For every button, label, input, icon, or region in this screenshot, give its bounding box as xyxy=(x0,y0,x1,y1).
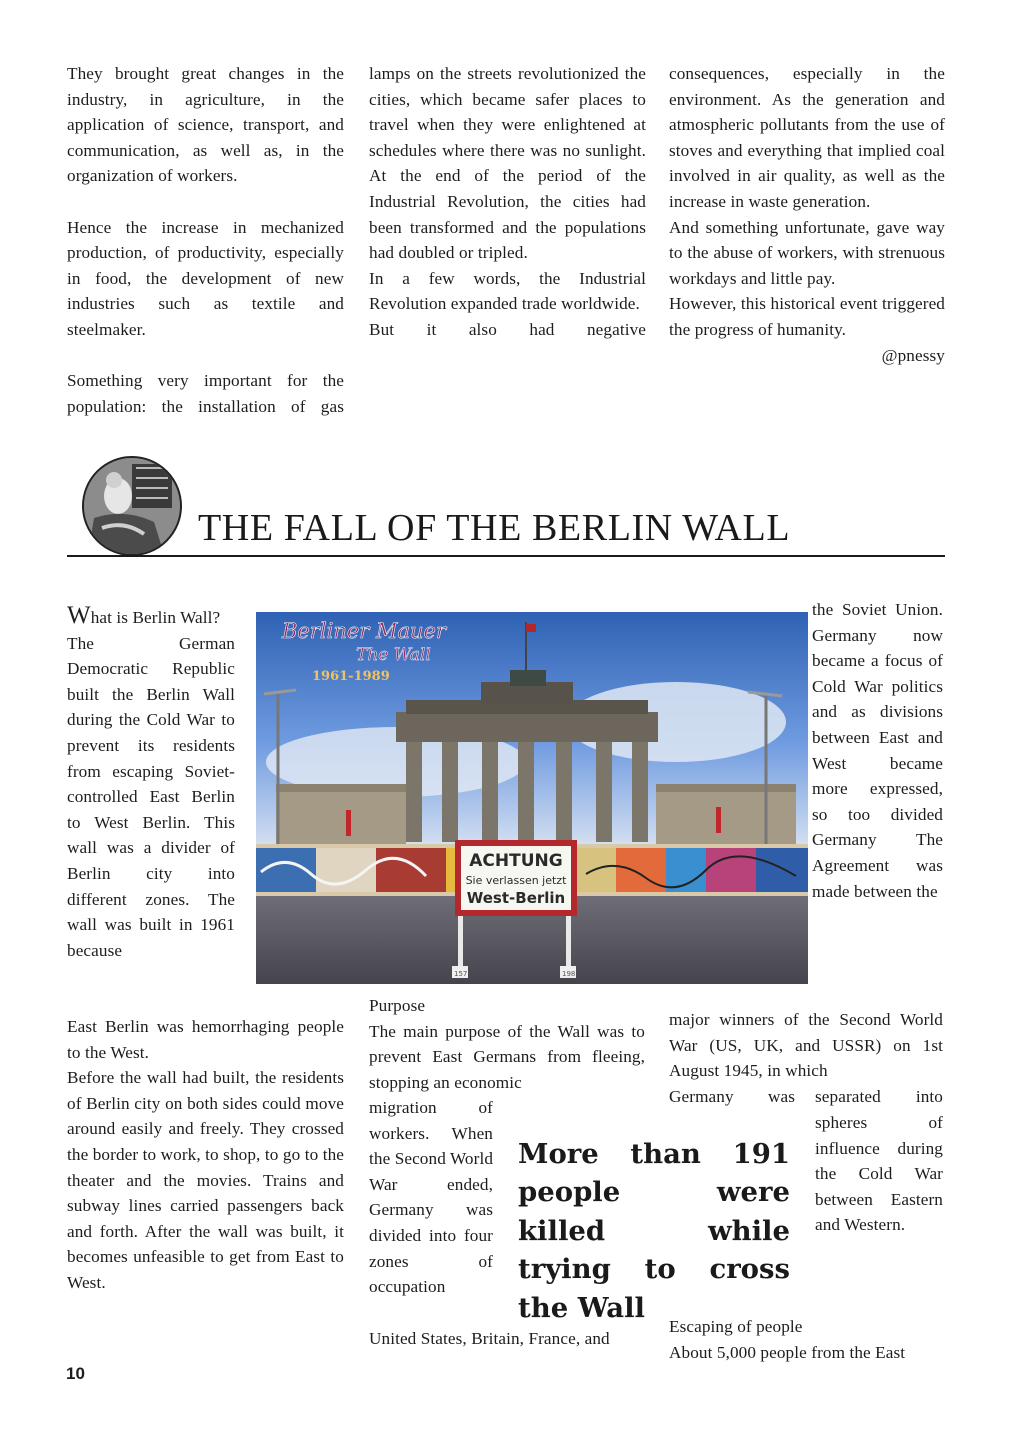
article-middle-top xyxy=(369,993,645,1095)
paragraph: In a few words, the Industrial Revolution expanded trade worldwide. xyxy=(369,268,646,314)
paragraph: lamps on the streets revolutionized the cities, which became safer places to travel when they were enlightened at schedules where there was no sunlight. At the end of the period of the Industrial Revolution, the cities had been transformed and the populations had doubled or tripled. xyxy=(369,64,646,263)
sign-achtung: ACHTUNG xyxy=(469,851,563,871)
photo-years: 1961-1989 xyxy=(312,669,390,684)
article-left-wide xyxy=(67,1014,344,1296)
paragraph: Before the wall had built, the residents of Berlin city on both sides could move around easily and freely. They crossed the border to work, to shop, to go to the theater and the movies. Trains and subway lines carried passengers back and forth. After the wall was built, it becomes unfeasible to get from East to West. xyxy=(67,1068,344,1292)
paragraph: migration of workers. When the Second World War ended, Germany was divided into four zones of occupation xyxy=(369,1098,494,1297)
article-middle-narrow xyxy=(369,1095,493,1300)
post-label: 157 xyxy=(454,970,468,978)
article-right-wide xyxy=(669,1007,943,1084)
title-rule xyxy=(67,555,945,557)
article-right-narrow-2 xyxy=(815,1110,943,1238)
brandenburg-gate-photo xyxy=(256,612,808,984)
paragraph: the Soviet Union. Germany now became a focus of Cold War politics and as divisions between East and West became more expressed, so too divided Germany The Agreement was made between the xyxy=(812,600,943,901)
article-right-bottom xyxy=(669,1314,945,1365)
article-title: THE FALL OF THE BERLIN WALL xyxy=(198,507,791,549)
paragraph: The main purpose of the Wall was to prevent East Germans from fleeing, stopping an economic xyxy=(369,1021,645,1092)
top-column-3 xyxy=(669,61,945,368)
split-text-right: separated into xyxy=(815,1087,943,1106)
pull-quote: More than 191 people were killed while trying to cross the Wall xyxy=(518,1138,790,1324)
photo-title: Berliner Mauer xyxy=(282,619,447,643)
paragraph: The German Democratic Republic built the Berlin Wall during the Cold War to prevent its residents from escaping Soviet-controlled East Berlin to West Berlin. This wall was a divider of Berlin city into different zones. The wall was built in 1961 because xyxy=(67,633,235,960)
paragraph: And something unfortunate, gave way to the abuse of workers, with strenuous workdays and little pay. xyxy=(669,217,945,288)
section-heading-escaping: Escaping of people xyxy=(669,1317,803,1336)
paragraph: They brought great changes in the industry, in agriculture, in the application of science, transport, and communication, as well as, in the organization of workers. xyxy=(67,64,344,186)
post-label: 198 xyxy=(562,970,576,978)
page-number: 10 xyxy=(66,1364,85,1383)
section-heading-purpose: Purpose xyxy=(369,996,426,1015)
article-left-narrow xyxy=(67,603,235,963)
photo-subtitle: The Wall xyxy=(356,645,431,665)
article-middle-bottom xyxy=(369,1326,645,1352)
article-badge-photo xyxy=(82,456,182,556)
sign-line-3: West-Berlin xyxy=(466,889,566,907)
paragraph: United States, Britain, France, and xyxy=(369,1329,610,1348)
paragraph: East Berlin was hemorrhaging people to the West. xyxy=(67,1017,344,1062)
paragraph: But it also had negative xyxy=(369,319,646,339)
author-signature: @pnessy xyxy=(881,345,945,365)
article-right-narrow-1 xyxy=(812,597,943,904)
drop-cap: W xyxy=(67,602,91,629)
question-heading: What is Berlin Wall? xyxy=(67,602,221,629)
paragraph: About 5,000 people from the East xyxy=(669,1342,906,1362)
paragraph: However, this historical event triggered the progress of humanity. xyxy=(669,294,945,339)
sign-line-2: Sie verlassen jetzt xyxy=(465,874,567,887)
top-column-2 xyxy=(369,61,646,343)
top-column-1 xyxy=(67,61,344,419)
paragraph: Hence the increase in mechanized production, of productivity, especially in food, the development of new industries such as textile and steelmaker. xyxy=(67,217,344,339)
paragraph: major winners of the Second World War (US, UK, and USSR) on 1st August 1945, in which xyxy=(669,1010,943,1081)
split-text-left: Germany was xyxy=(669,1087,795,1106)
paragraph: spheres of influence during the Cold War between Eastern and Western. xyxy=(815,1113,943,1235)
paragraph: Something very important for the population: the installation of gas xyxy=(67,371,344,416)
paragraph: consequences, especially in the environment. As the generation and atmospheric pollutants from the use of stoves and everything that implied coal involved in air quality, as well as the increase in waste generation. xyxy=(669,64,945,211)
